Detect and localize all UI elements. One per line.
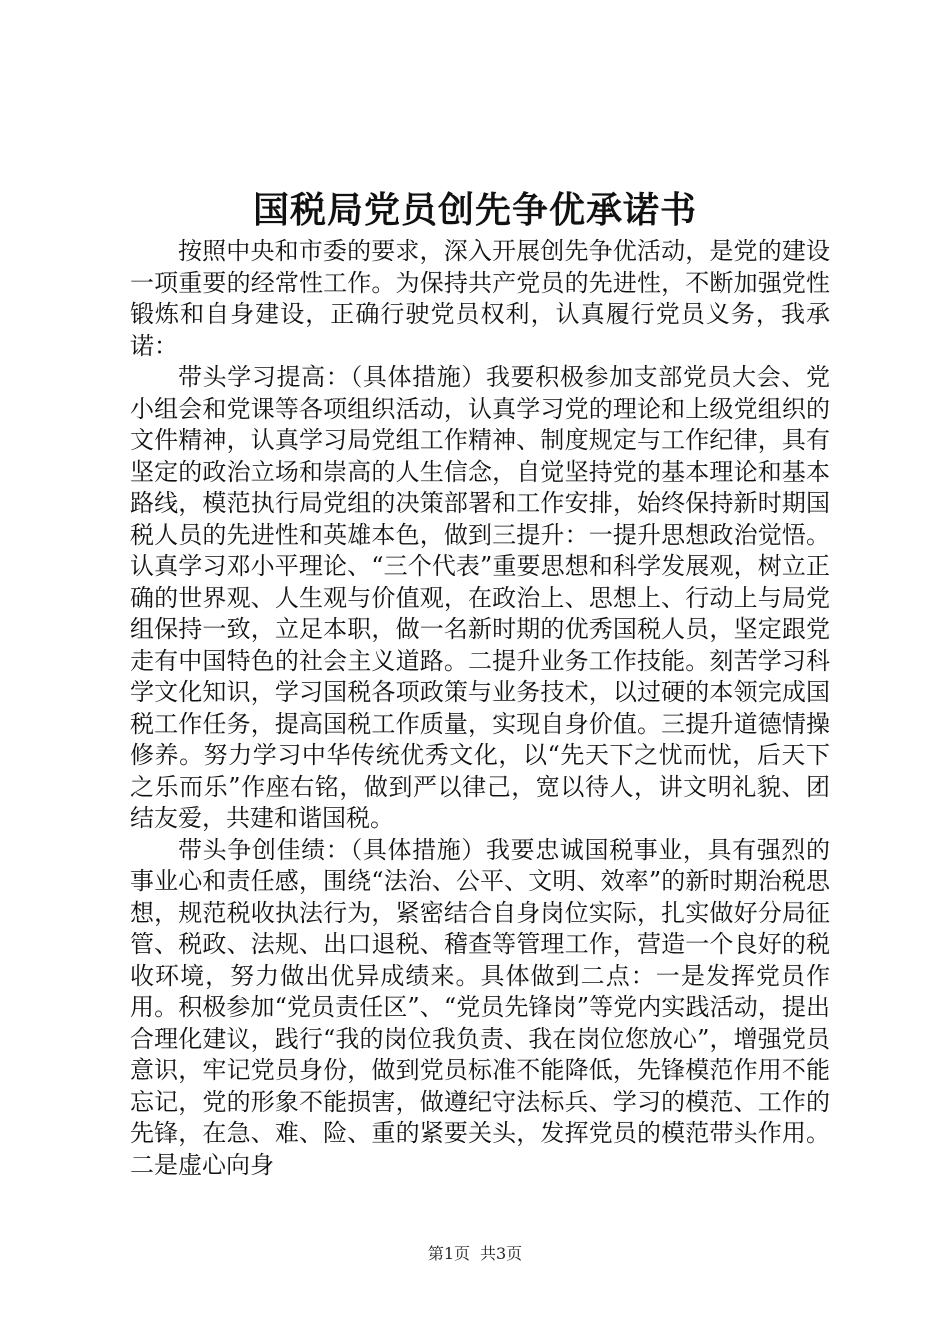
- paragraph-study: 带头学习提高：（具体措施）我要积极参加支部党员大会、党小组会和党课等各项组织活动，认真学习党的理论和上级党组织的文件精神，认真学习局党组工作精神、制度规定与工作纪律，具有坚定的政治立场和崇高的人生信念，自觉坚持党的基本理论和基本路线，模范执行局党组的决策部署和工作安排，始终保持新时期国税人员的先进性和英雄本色，做到三提升：一提升思想政治觉悟。认真学习邓小平理论、“三个代表”重要思想和科学发展观，树立正确的世界观、人生观与价值观，在政治上、思想上、行动上与局党组保持一致，立足本职，做一名新时期的优秀国税人员，坚定跟党走有中国特色的社会主义道路。二提升业务工作技能。刻苦学习科学文化知识，学习国税各项政策与业务技术，以过硬的本领完成国税工作任务，提高国税工作质量，实现自身价值。三提升道德情操修养。努力学习中华传统优秀文化，以“先天下之忧而忧，后天下之乐而乐”作座右铭，做到严以律己，宽以待人，讲文明礼貌、团结友爱，共建和谐国税。: [130, 363, 830, 832]
- page-footer: [0, 1243, 950, 1265]
- paragraph-achievement: 带头争创佳绩：（具体措施）我要忠诚国税事业，具有强烈的事业心和责任感，围绕“法治、公平、文明、效率”的新时期治税思想，规范税收执法行为，紧密结合自身岗位实际，扎实做好分局征管、税政、法规、出口退税、稽查等管理工作，营造一个良好的税收环境，努力做出优异成绩来。具体做到二点：一是发挥党员作用。积极参加“党员责任区”、“党员先锋岗”等党内实践活动，提出合理化建议，践行“我的岗位我负责、我在岗位您放心”，增强党员意识，牢记党员身份，做到党员标准不能降低，先锋模范作用不能忘记，党的形象不能损害，做遵纪守法标兵、学习的模范、工作的先锋，在急、难、险、重的紧要关头，发挥党员的模范带头作用。二是虚心向身: [130, 835, 830, 1179]
- document-title: 国税局党员创先争优承诺书: [252, 189, 697, 231]
- document-body: [130, 236, 830, 1181]
- page-number: 第1页: [427, 1244, 470, 1263]
- paragraph-intro: 按照中央和市委的要求，深入开展创先争优活动，是党的建设一项重要的经常性工作。为保持共产党员的先进性，不断加强党性锻炼和自身建设，正确行驶党员权利，认真履行党员义务，我承诺：: [130, 237, 830, 360]
- page-total: 共3页: [480, 1244, 523, 1263]
